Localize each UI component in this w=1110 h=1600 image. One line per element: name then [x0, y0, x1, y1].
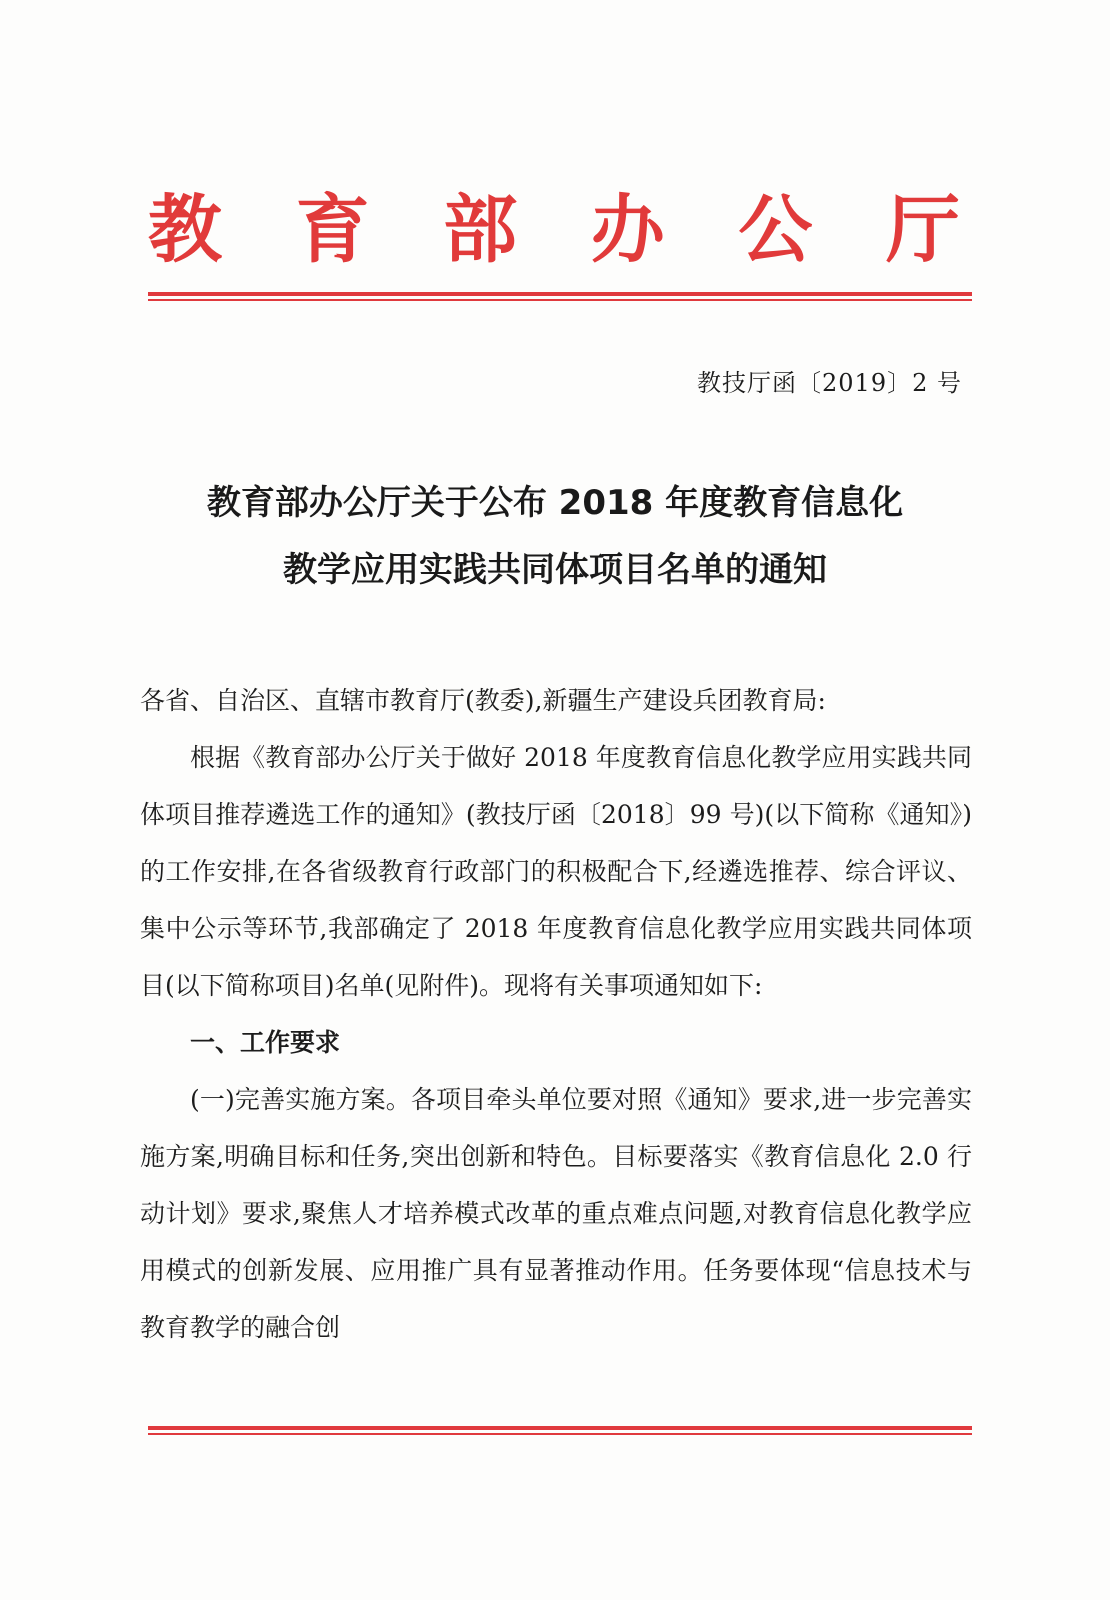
rule-thick-line	[148, 1426, 972, 1430]
document-title-line-1: 教育部办公厅关于公布 2018 年度教育信息化	[206, 483, 904, 523]
rule-thin-line	[148, 1433, 972, 1435]
rule-thin-line	[148, 299, 972, 301]
letterhead-rule	[148, 292, 972, 301]
body-paragraph: 根据《教育部办公厅关于做好 2018 年度教育信息化教学应用实践共同体项目推荐遴选工作的通知》(教技厅函〔2018〕99 号)(以下简称《通知》)的工作安排,在各省级教育行政部门的积极配合下,经遴选推荐、综合评议、集中公示等环节,我部确定了 2018 年度教育信息化教学应用实践共同体项目(以下简称项目)名单(见附件)。现将有关事项通知如下:	[140, 743, 972, 1000]
letterhead-char: 公	[738, 187, 813, 273]
letterhead-char: 育	[295, 187, 370, 273]
document-number: 教技厅函〔2019〕2 号	[697, 369, 962, 397]
letterhead-char: 教	[148, 187, 222, 273]
letterhead-char: 部	[443, 187, 518, 273]
rule-thick-line	[148, 292, 972, 296]
letterhead-char: 厅	[885, 187, 960, 273]
document-body	[140, 672, 972, 1356]
letterhead-char: 办	[590, 187, 665, 273]
document-title-line-2: 教学应用实践共同体项目名单的通知	[283, 550, 827, 590]
salutation: 各省、自治区、直辖市教育厅(教委),新疆生产建设兵团教育局:	[140, 686, 826, 715]
section-heading: 一、工作要求	[190, 1028, 341, 1057]
footer-rule	[148, 1426, 972, 1435]
body-paragraph: (一)完善实施方案。各项目牵头单位要对照《通知》要求,进一步完善实施方案,明确目标和任务,突出创新和特色。目标要落实《教育信息化 2.0 行动计划》要求,聚焦人才培养模式改革的重点难点问题,对教育信息化教学应用模式的创新发展、应用推广具有显著推动作用。任务要体现“信息技术与教育教学的融合创	[140, 1085, 972, 1342]
letterhead	[148, 180, 960, 280]
